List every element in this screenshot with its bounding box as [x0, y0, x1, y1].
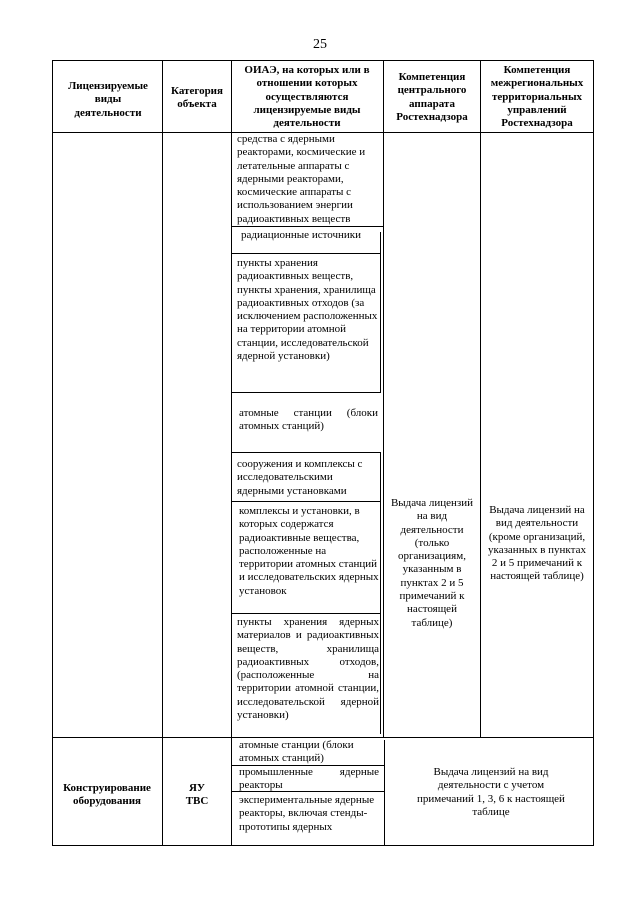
header-activity: Лицензируемые виды деятельности: [68, 80, 148, 119]
regional-competence: Выдача лицензий на вид деятельности (кроме организаций, указанных в пунктах 2 и 5 примечаний к настоящей таблице): [488, 504, 586, 583]
page-number: 25: [313, 37, 327, 52]
row-divider: [52, 737, 594, 738]
object-onsite-storage: пункты хранения ядерных материалов и радиоактивных веществ, хранилища радиоактивных отходов, (расположенные на территории атомной станции, исследовательской ядерной установки): [237, 616, 379, 722]
object-divider: [231, 226, 383, 227]
central-competence: Выдача лицензий на вид деятельности (только организациям, указанным в пунктах 2 и 5 примечаний к настоящей таблице): [390, 497, 474, 629]
header-central: Компетенция центрального аппарата Ростехнадзора: [396, 71, 468, 123]
object-divider: [231, 613, 381, 614]
object-nuclear-vehicles: средства с ядерными реакторами, космические и летательные аппараты с ядерными реакторами, космические аппараты с использованием энергии радиоактивных веществ: [237, 133, 366, 225]
object-cell-border: [380, 452, 381, 734]
table-border-bottom: [52, 845, 594, 846]
table-border-top: [52, 60, 594, 61]
object-radioactive-complexes: комплексы и установки, в которых содержатся радиоактивные вещества, расположенные на территории атомных станций и исследовательских ядерных установок: [239, 505, 379, 597]
object-divider: [231, 392, 381, 393]
header-regional: Компетенция межрегиональных территориальных управлений Ростехнадзора: [490, 64, 584, 130]
competence-equipment-design: Выдача лицензий на вид деятельности с учетом примечаний 1, 3, 6 к настоящей таблице: [417, 766, 565, 818]
object-divider: [231, 501, 381, 502]
table-col-divider: [480, 60, 481, 737]
object-cell-border: [384, 740, 385, 845]
object-cell-border: [380, 232, 381, 392]
object-research-reactors: сооружения и комплексы с исследовательскими ядерными установками: [237, 458, 363, 497]
header-category: Категория объекта: [171, 85, 223, 111]
object-radiation-sources: радиационные источники: [241, 229, 362, 241]
table-border-left: [52, 60, 53, 845]
table-col-divider: [162, 60, 163, 845]
category-tvs: ТВС: [185, 795, 209, 807]
category-ya: ЯУ: [188, 782, 206, 794]
object-nuclear-plants: атомные станции (блоки атомных станций): [239, 407, 378, 433]
object-divider: [231, 253, 381, 254]
table-col-divider: [383, 60, 384, 737]
object-divider: [231, 452, 381, 453]
object-storage-points: пункты хранения радиоактивных веществ, пункты хранения, хранилища радиоактивных отходов (за исключением расположенных на территории атомной станции, исследовательской ядерной установки): [237, 257, 378, 363]
activity-equipment-design: Конструирование оборудования: [63, 782, 151, 808]
object-nuclear-plants-bottom: атомные станции (блоки атомных станций): [239, 739, 354, 765]
table-border-right: [593, 60, 594, 845]
object-experimental-reactors: экспериментальные ядерные реакторы, включая стенды-прототипы ядерных: [239, 794, 375, 833]
header-objects: ОИАЭ, на которых или в отношении которых осуществляются лицензируемые виды деятельности: [244, 64, 370, 130]
object-industrial-reactors: промышленные ядерные реакторы: [239, 766, 379, 792]
